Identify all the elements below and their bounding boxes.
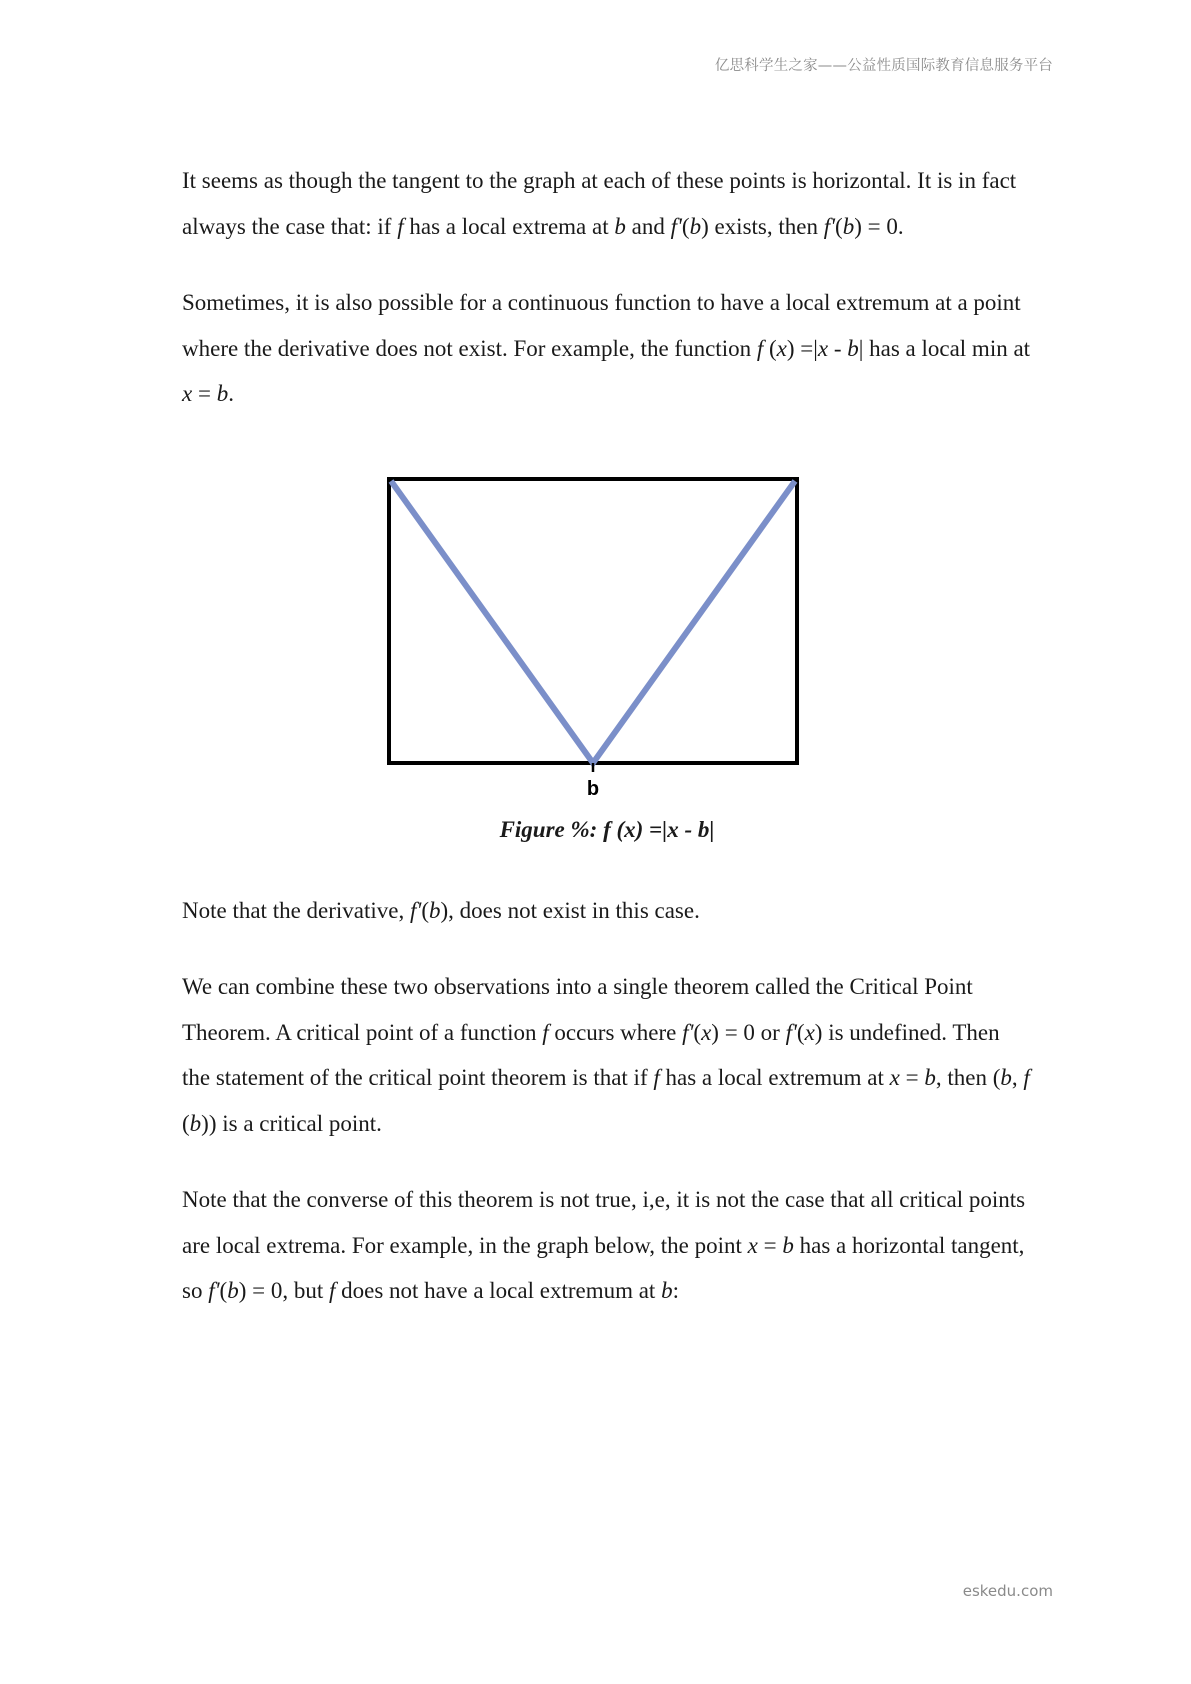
text-run: ) exists, then — [701, 213, 824, 239]
text-run: has a horizontal tangent, so — [182, 1232, 1025, 1303]
math-var: f' — [410, 897, 422, 923]
text-run: ) = 0 or — [711, 1019, 786, 1045]
paragraph-critical-point-theorem — [182, 964, 1032, 1146]
figure-abs-function — [182, 417, 1032, 888]
text-run: ( — [835, 213, 843, 239]
figure-caption: Figure %: f (x) =|x - b| — [499, 816, 715, 842]
math-var: x — [804, 1019, 815, 1045]
text-run: - — [828, 335, 848, 361]
text-run: . — [228, 381, 234, 406]
text-run: | has a local min at — [858, 335, 1031, 361]
text-run: has a local extremum at — [659, 1065, 890, 1090]
text-run: ) is undefined. Then the statement of the critical point theorem is that if — [182, 1019, 1000, 1090]
page-header: 亿思科学生之家——公益性质国际教育信息服务平台 — [714, 58, 1053, 74]
text-run: ) = 0, but — [238, 1278, 329, 1303]
math-var: f' — [208, 1278, 220, 1303]
text-run: = — [757, 1232, 783, 1258]
math-var: f — [756, 335, 764, 361]
text-run: ( — [421, 897, 429, 923]
math-var: b — [689, 213, 702, 239]
text-run: Note that the derivative, — [182, 897, 411, 923]
page-content — [182, 158, 1032, 1345]
text-run: : — [672, 1278, 679, 1303]
math-var: x — [817, 335, 829, 361]
math-var: f' — [670, 213, 682, 239]
math-var: f' — [823, 213, 836, 239]
text-run: does not have a local extremum at — [335, 1278, 662, 1303]
text-run: ), does not exist in this case. — [440, 897, 700, 923]
text-run: , then ( — [935, 1065, 1001, 1090]
text-run: ( — [182, 1110, 190, 1136]
math-var: f — [397, 213, 404, 239]
math-var: b — [1000, 1065, 1012, 1090]
math-var: f — [653, 1065, 660, 1090]
text-run: ( — [219, 1278, 228, 1303]
math-var: b — [189, 1110, 202, 1136]
math-var: f — [328, 1278, 336, 1303]
math-var: b — [842, 213, 855, 239]
math-var: b — [924, 1065, 936, 1090]
text-run: , — [1011, 1065, 1024, 1090]
paragraph-derivative-not-exist — [182, 280, 1032, 417]
text-run: It seems as though the tangent to the graph at each of these points is horizontal. It is in fact always the case that: if — [182, 168, 1017, 239]
text-run: )) is a critical point. — [201, 1110, 382, 1136]
math-var: f — [1023, 1065, 1030, 1090]
page-footer: eskedu.com — [962, 1582, 1053, 1600]
text-run: and — [625, 213, 671, 239]
math-var: f' — [682, 1019, 694, 1045]
math-var: f — [542, 1019, 549, 1045]
x-tick-label: b — [586, 777, 600, 800]
paragraph-derivative-note — [182, 888, 1032, 934]
math-var: x — [776, 335, 787, 361]
text-run: ) = 0. — [854, 213, 904, 239]
text-run: occurs where — [548, 1019, 683, 1045]
math-var: b — [429, 897, 441, 923]
text-run: ( — [763, 335, 777, 361]
text-run: ( — [796, 1019, 805, 1045]
text-run: = — [192, 381, 217, 406]
abs-value-chart — [385, 475, 805, 809]
math-var: x — [182, 381, 193, 406]
text-run: We can combine these two observations into a single theorem called the Critical Point Theorem. A critical point of a function — [182, 974, 973, 1045]
math-var: b — [661, 1278, 673, 1303]
text-run: = — [899, 1065, 925, 1090]
math-var: b — [847, 335, 859, 361]
text-run: ( — [693, 1019, 702, 1045]
text-run: ( — [681, 213, 690, 239]
math-var: x — [889, 1065, 900, 1090]
math-var: x — [747, 1232, 758, 1258]
text-run: has a local extrema at — [403, 213, 615, 239]
math-var: f' — [785, 1019, 797, 1045]
math-var: b — [227, 1278, 239, 1303]
math-var: x — [701, 1019, 712, 1045]
text-run: Sometimes, it is also possible for a continuous function to have a local extremum at a point where the derivative does not exist. For example, the function — [182, 290, 1021, 361]
paragraph-converse-note — [182, 1177, 1032, 1314]
math-var: b — [614, 213, 626, 239]
text-run: ) =| — [786, 335, 818, 361]
text-run: Note that the converse of this theorem is not true, i,e, it is not the case that all critical points are local extrema. For example, in the graph below, the point — [182, 1187, 1026, 1258]
math-var: b — [782, 1232, 794, 1258]
chart-frame — [389, 479, 797, 763]
math-var: b — [216, 381, 229, 406]
paragraph-tangent-horizontal — [182, 158, 1032, 249]
